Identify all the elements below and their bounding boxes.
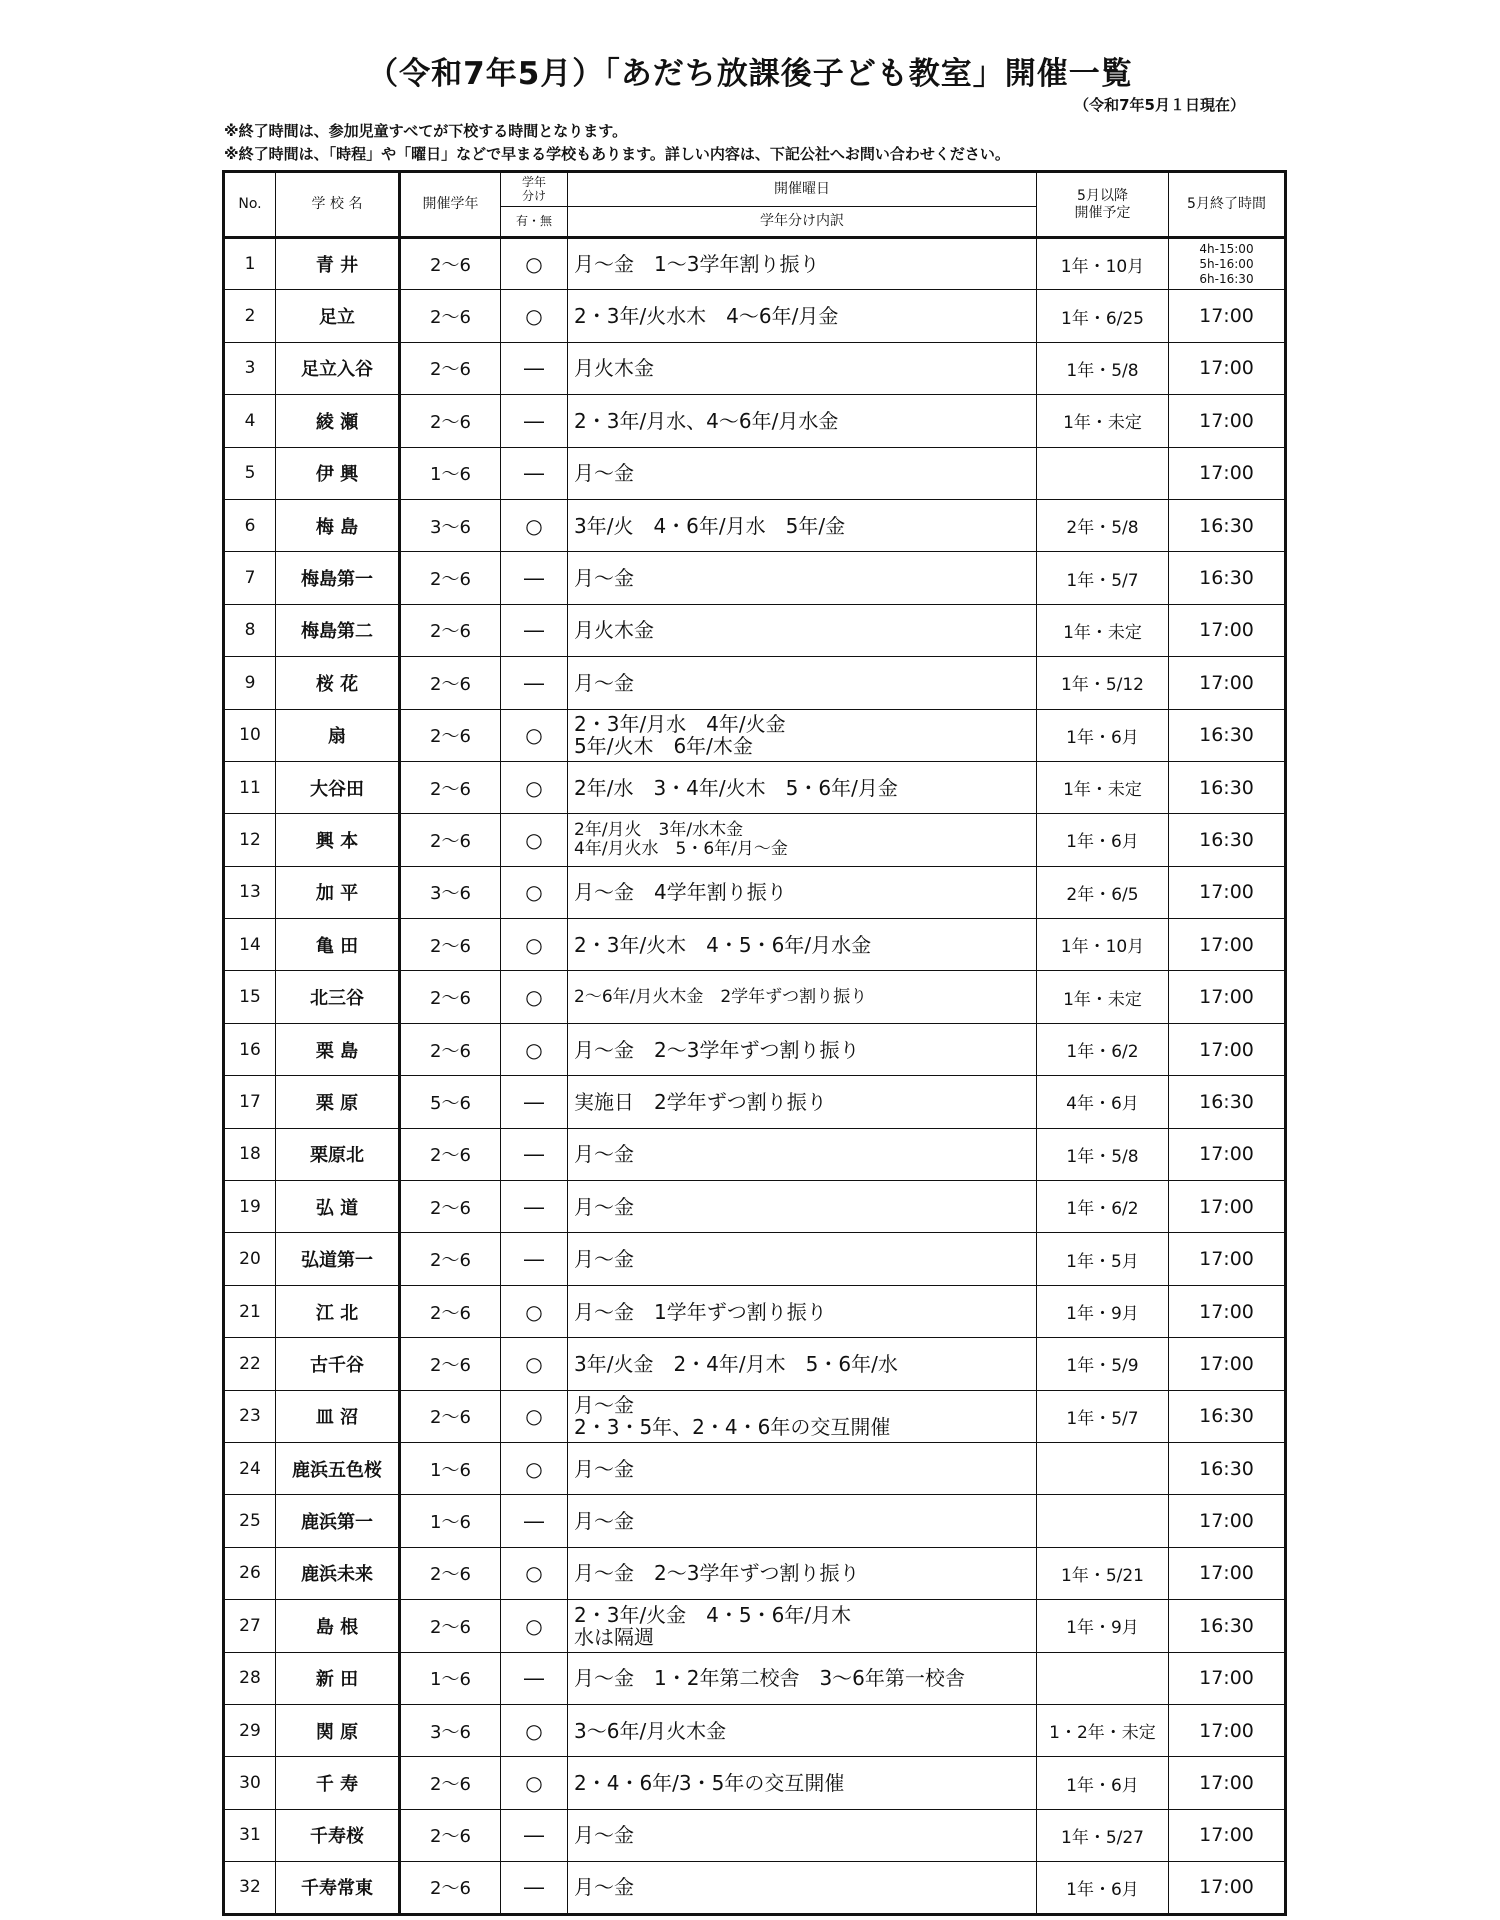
- row-days: 月～金: [568, 447, 1037, 499]
- row-no: 15: [224, 971, 276, 1023]
- row-no: 9: [224, 657, 276, 709]
- row-days: 月火木金: [568, 604, 1037, 656]
- row-plan: [1037, 1495, 1169, 1547]
- row-plan: 1年・5/27: [1037, 1809, 1169, 1861]
- row-grade-split: ○: [501, 1757, 568, 1809]
- row-plan: 1年・6月: [1037, 1862, 1169, 1914]
- row-end-time: 16:30: [1169, 499, 1286, 551]
- row-days-line: 水は隔週: [574, 1624, 654, 1649]
- row-school-name: 扇: [276, 709, 400, 761]
- row-end-time: 16:30: [1169, 1390, 1286, 1442]
- row-grades: 2～6: [400, 1233, 501, 1285]
- row-grades: 2～6: [400, 1390, 501, 1442]
- row-grade-split: ○: [501, 1600, 568, 1652]
- row-grade-split: ○: [501, 866, 568, 918]
- row-no: 11: [224, 761, 276, 813]
- table-row: [224, 1442, 1286, 1494]
- row-grades: 2～6: [400, 1128, 501, 1180]
- row-plan: 1年・5/8: [1037, 1128, 1169, 1180]
- table-row: [224, 1181, 1286, 1233]
- header-no: No.: [224, 172, 276, 238]
- table-row: [224, 1495, 1286, 1547]
- row-school-name: 梅島第二: [276, 604, 400, 656]
- row-grade-split: ○: [501, 1442, 568, 1494]
- table-row: [224, 1704, 1286, 1756]
- row-no: 7: [224, 552, 276, 604]
- row-no: 29: [224, 1704, 276, 1756]
- row-school-name: 島 根: [276, 1600, 400, 1652]
- row-end-time: 16:30: [1169, 1076, 1286, 1128]
- row-plan: 1年・未定: [1037, 971, 1169, 1023]
- row-grade-split: ―: [501, 604, 568, 656]
- row-plan: 1年・6/2: [1037, 1181, 1169, 1233]
- table-row: [224, 447, 1286, 499]
- header-end-time: 5月終了時間: [1169, 172, 1286, 238]
- row-school-name: 栗 島: [276, 1023, 400, 1075]
- header-split: 学年 分け: [501, 172, 568, 207]
- table-row: [224, 342, 1286, 394]
- table-row: [224, 1547, 1286, 1599]
- row-grade-split: ○: [501, 1338, 568, 1390]
- row-days: 月～金: [568, 1128, 1037, 1180]
- row-school-name: 桜 花: [276, 657, 400, 709]
- row-grade-split: ○: [501, 971, 568, 1023]
- row-days: 月～金: [568, 1181, 1037, 1233]
- row-days-line: 2・3年/火金 4・5・6年/月木: [574, 1602, 852, 1627]
- row-end-time: 17:00: [1169, 1023, 1286, 1075]
- row-days: [568, 1600, 1037, 1652]
- row-days: 2・3年/月水、4～6年/月水金: [568, 395, 1037, 447]
- row-no: 25: [224, 1495, 276, 1547]
- row-plan: 1年・5/12: [1037, 657, 1169, 709]
- row-school-name: 伊 興: [276, 447, 400, 499]
- row-school-name: 足立: [276, 290, 400, 342]
- row-plan: 1年・6月: [1037, 709, 1169, 761]
- row-plan: [1037, 1652, 1169, 1704]
- table-row: [224, 552, 1286, 604]
- row-days: 月～金 2～3学年ずつ割り振り: [568, 1023, 1037, 1075]
- row-days: 3年/火金 2・4年/月木 5・6年/水: [568, 1338, 1037, 1390]
- table-row: [224, 1757, 1286, 1809]
- row-days: 2～6年/月火木金 2学年ずつ割り振り: [568, 971, 1037, 1023]
- row-days: 月～金 4学年割り振り: [568, 866, 1037, 918]
- row-grades: 2～6: [400, 1023, 501, 1075]
- row-plan: 1年・9月: [1037, 1600, 1169, 1652]
- row-end-time-line: 5h-16:00: [1199, 256, 1254, 271]
- row-no: 24: [224, 1442, 276, 1494]
- row-end-time: 17:00: [1169, 1757, 1286, 1809]
- row-days: [568, 1390, 1037, 1442]
- row-plan: 1年・6/25: [1037, 290, 1169, 342]
- row-end-time: 17:00: [1169, 971, 1286, 1023]
- row-school-name: 栗原北: [276, 1128, 400, 1180]
- row-end-time: 16:30: [1169, 761, 1286, 813]
- row-school-name: 弘道第一: [276, 1233, 400, 1285]
- row-grades: 3～6: [400, 1704, 501, 1756]
- row-no: 16: [224, 1023, 276, 1075]
- row-grades: 2～6: [400, 1809, 501, 1861]
- row-grade-split: ―: [501, 552, 568, 604]
- row-grades: 2～6: [400, 1285, 501, 1337]
- table-row: [224, 238, 1286, 290]
- row-grades: 2～6: [400, 814, 501, 866]
- row-grade-split: ○: [501, 1704, 568, 1756]
- row-grades: 1～6: [400, 1495, 501, 1547]
- table-row: [224, 1652, 1286, 1704]
- row-grades: 5～6: [400, 1076, 501, 1128]
- row-school-name: 古千谷: [276, 1338, 400, 1390]
- row-grade-split: ―: [501, 1809, 568, 1861]
- row-grade-split: ○: [501, 1390, 568, 1442]
- row-no: 18: [224, 1128, 276, 1180]
- row-grades: 2～6: [400, 1547, 501, 1599]
- row-end-time: 17:00: [1169, 1809, 1286, 1861]
- row-days: 月～金: [568, 1862, 1037, 1914]
- row-grade-split: ○: [501, 1285, 568, 1337]
- page-title: （令和7年5月）「あだち放課後子ども教室」開催一覧: [367, 56, 1133, 92]
- row-plan: 1年・6月: [1037, 1757, 1169, 1809]
- table-row: [224, 1023, 1286, 1075]
- row-days: 実施日 2学年ずつ割り振り: [568, 1076, 1037, 1128]
- row-grades: 1～6: [400, 1652, 501, 1704]
- row-end-time: 16:30: [1169, 709, 1286, 761]
- row-grades: 3～6: [400, 499, 501, 551]
- table-row: [224, 657, 1286, 709]
- row-no: 4: [224, 395, 276, 447]
- row-plan: 1年・未定: [1037, 395, 1169, 447]
- header-days-sub: 学年分け内訳: [568, 207, 1037, 238]
- row-school-name: 皿 沼: [276, 1390, 400, 1442]
- row-grades: 2～6: [400, 761, 501, 813]
- row-grade-split: ―: [501, 447, 568, 499]
- row-school-name: 弘 道: [276, 1181, 400, 1233]
- row-days: 3～6年/月火木金: [568, 1704, 1037, 1756]
- row-days: 月～金 1・2年第二校舎 3～6年第一校舎: [568, 1652, 1037, 1704]
- row-plan: 2年・6/5: [1037, 866, 1169, 918]
- row-days: [568, 709, 1037, 761]
- row-no: 23: [224, 1390, 276, 1442]
- row-end-time: 17:00: [1169, 395, 1286, 447]
- row-days: 月～金: [568, 1233, 1037, 1285]
- row-grades: 2～6: [400, 238, 501, 290]
- row-days: 月～金 1学年ずつ割り振り: [568, 1285, 1037, 1337]
- row-no: 26: [224, 1547, 276, 1599]
- table-row: [224, 395, 1286, 447]
- row-days: 月～金: [568, 657, 1037, 709]
- row-days: 月火木金: [568, 342, 1037, 394]
- row-days-line: 2・3年/月水 4年/火金: [574, 712, 786, 737]
- row-days: 月～金: [568, 552, 1037, 604]
- row-end-time: 16:30: [1169, 1442, 1286, 1494]
- table-row: [224, 290, 1286, 342]
- row-no: 27: [224, 1600, 276, 1652]
- row-no: 10: [224, 709, 276, 761]
- row-no: 5: [224, 447, 276, 499]
- row-grade-split: ○: [501, 238, 568, 290]
- row-grades: 2～6: [400, 1862, 501, 1914]
- row-end-time-line: 4h-15:00: [1199, 241, 1254, 256]
- row-school-name: 新 田: [276, 1652, 400, 1704]
- row-grades: 2～6: [400, 604, 501, 656]
- row-no: 8: [224, 604, 276, 656]
- row-grade-split: ―: [501, 1233, 568, 1285]
- row-end-time: 17:00: [1169, 1652, 1286, 1704]
- row-school-name: 千寿常東: [276, 1862, 400, 1914]
- row-no: 6: [224, 499, 276, 551]
- row-days-line: 月～金: [574, 1393, 634, 1418]
- row-grade-split: ―: [501, 1652, 568, 1704]
- row-end-time: 17:00: [1169, 1862, 1286, 1914]
- row-school-name: 興 本: [276, 814, 400, 866]
- row-plan: 2年・5/8: [1037, 499, 1169, 551]
- row-school-name: 梅島第一: [276, 552, 400, 604]
- row-grade-split: ○: [501, 1023, 568, 1075]
- table-row: [224, 1076, 1286, 1128]
- row-school-name: 鹿浜第一: [276, 1495, 400, 1547]
- row-grade-split: ―: [501, 1181, 568, 1233]
- row-end-time: 17:00: [1169, 1285, 1286, 1337]
- row-end-time: 17:00: [1169, 1704, 1286, 1756]
- row-school-name: 関 原: [276, 1704, 400, 1756]
- row-grades: 1～6: [400, 447, 501, 499]
- table-row: [224, 1600, 1286, 1652]
- row-school-name: 足立入谷: [276, 342, 400, 394]
- row-no: 30: [224, 1757, 276, 1809]
- row-grades: 2～6: [400, 290, 501, 342]
- row-school-name: 鹿浜未来: [276, 1547, 400, 1599]
- row-plan: 1年・5/7: [1037, 1390, 1169, 1442]
- row-end-time: 17:00: [1169, 342, 1286, 394]
- row-school-name: 梅 島: [276, 499, 400, 551]
- row-days-line: 2年/月火 3年/水木金: [574, 820, 744, 841]
- table-row: [224, 499, 1286, 551]
- row-grade-split: ○: [501, 709, 568, 761]
- row-grades: 2～6: [400, 342, 501, 394]
- row-plan: 1年・未定: [1037, 761, 1169, 813]
- row-grades: 1～6: [400, 1442, 501, 1494]
- row-grades: 2～6: [400, 919, 501, 971]
- row-no: 17: [224, 1076, 276, 1128]
- row-no: 20: [224, 1233, 276, 1285]
- row-grade-split: ―: [501, 657, 568, 709]
- row-days-line: 5年/火木 6年/木金: [574, 734, 753, 759]
- row-grade-split: ○: [501, 1547, 568, 1599]
- as-of-date: （令和7年5月１日現在）: [1074, 96, 1245, 114]
- table-row: [224, 1338, 1286, 1390]
- row-grade-split: ―: [501, 1495, 568, 1547]
- row-end-time: 17:00: [1169, 447, 1286, 499]
- row-grade-split: ○: [501, 919, 568, 971]
- table-row: [224, 761, 1286, 813]
- row-school-name: 鹿浜五色桜: [276, 1442, 400, 1494]
- table-row: [224, 1128, 1286, 1180]
- row-end-time: 17:00: [1169, 1233, 1286, 1285]
- row-days-line: 4年/月火水 5・6年/月～金: [574, 838, 788, 859]
- row-end-time: 17:00: [1169, 866, 1286, 918]
- row-grades: 3～6: [400, 866, 501, 918]
- table-row: [224, 814, 1286, 866]
- row-grade-split: ―: [501, 1076, 568, 1128]
- row-end-time: 17:00: [1169, 1181, 1286, 1233]
- row-plan: 1年・5/8: [1037, 342, 1169, 394]
- row-end-time: 17:00: [1169, 1547, 1286, 1599]
- row-end-time: 17:00: [1169, 1338, 1286, 1390]
- row-plan: 1年・5月: [1037, 1233, 1169, 1285]
- row-grade-split: ―: [501, 1128, 568, 1180]
- row-grade-split: ○: [501, 761, 568, 813]
- row-no: 19: [224, 1181, 276, 1233]
- row-end-time: 17:00: [1169, 1128, 1286, 1180]
- row-days: 3年/火 4・6年/月水 5年/金: [568, 499, 1037, 551]
- row-days: 月～金: [568, 1809, 1037, 1861]
- row-school-name: 栗 原: [276, 1076, 400, 1128]
- row-no: 13: [224, 866, 276, 918]
- row-grades: 2～6: [400, 552, 501, 604]
- row-days: [568, 814, 1037, 866]
- row-school-name: 綾 瀬: [276, 395, 400, 447]
- row-grade-split: ○: [501, 499, 568, 551]
- row-plan: 1年・10月: [1037, 238, 1169, 290]
- row-grade-split: ○: [501, 814, 568, 866]
- row-grades: 2～6: [400, 709, 501, 761]
- row-grade-split: ―: [501, 342, 568, 394]
- row-school-name: 青 井: [276, 238, 400, 290]
- row-plan: 1年・6月: [1037, 814, 1169, 866]
- row-plan: 4年・6月: [1037, 1076, 1169, 1128]
- table-row: [224, 919, 1286, 971]
- row-grade-split: ―: [501, 395, 568, 447]
- row-school-name: 大谷田: [276, 761, 400, 813]
- row-days: 月～金: [568, 1495, 1037, 1547]
- row-no: 32: [224, 1862, 276, 1914]
- table-row: [224, 1862, 1286, 1914]
- row-plan: 1年・6/2: [1037, 1023, 1169, 1075]
- row-no: 2: [224, 290, 276, 342]
- row-grades: 2～6: [400, 395, 501, 447]
- row-grades: 2～6: [400, 1757, 501, 1809]
- row-school-name: 千 寿: [276, 1757, 400, 1809]
- row-end-time: [1169, 238, 1286, 290]
- note-schedule-variation: ※終了時間は、「時程」や「曜日」などで早まる学校もあります。詳しい内容は、下記公社へお問い合わせください。: [224, 145, 1010, 163]
- row-grades: 2～6: [400, 657, 501, 709]
- row-days: 月～金: [568, 1442, 1037, 1494]
- row-end-time: 16:30: [1169, 814, 1286, 866]
- row-no: 14: [224, 919, 276, 971]
- row-days: 2・3年/火水木 4～6年/月金: [568, 290, 1037, 342]
- row-no: 21: [224, 1285, 276, 1337]
- row-grade-split: ―: [501, 1862, 568, 1914]
- row-end-time: 16:30: [1169, 552, 1286, 604]
- row-end-time: 17:00: [1169, 657, 1286, 709]
- row-school-name: 江 北: [276, 1285, 400, 1337]
- row-end-time: 17:00: [1169, 919, 1286, 971]
- row-school-name: 亀 田: [276, 919, 400, 971]
- row-plan: 1年・5/7: [1037, 552, 1169, 604]
- row-end-time: 17:00: [1169, 1495, 1286, 1547]
- header-days: 開催曜日: [568, 172, 1037, 207]
- row-no: 28: [224, 1652, 276, 1704]
- row-days: 2・4・6年/3・5年の交互開催: [568, 1757, 1037, 1809]
- schedule-table: [222, 170, 1287, 1916]
- row-no: 22: [224, 1338, 276, 1390]
- header-school: 学 校 名: [276, 172, 400, 238]
- row-days: 2年/水 3・4年/火木 5・6年/月金: [568, 761, 1037, 813]
- row-end-time: 16:30: [1169, 1600, 1286, 1652]
- row-plan: [1037, 447, 1169, 499]
- row-days: 2・3年/火木 4・5・6年/月水金: [568, 919, 1037, 971]
- row-end-time: 17:00: [1169, 604, 1286, 656]
- header-split-sub: 有・無: [501, 207, 568, 238]
- row-grades: 2～6: [400, 1600, 501, 1652]
- row-plan: 1年・未定: [1037, 604, 1169, 656]
- row-grades: 2～6: [400, 1181, 501, 1233]
- header-grades: 開催学年: [400, 172, 501, 238]
- row-grades: 2～6: [400, 1338, 501, 1390]
- row-no: 1: [224, 238, 276, 290]
- row-end-time: 17:00: [1169, 290, 1286, 342]
- row-no: 12: [224, 814, 276, 866]
- table-row: [224, 971, 1286, 1023]
- header-plan: 5月以降 開催予定: [1037, 172, 1169, 238]
- row-days: 月～金 2～3学年ずつ割り振り: [568, 1547, 1037, 1599]
- row-school-name: 千寿桜: [276, 1809, 400, 1861]
- row-plan: 1年・9月: [1037, 1285, 1169, 1337]
- table-row: [224, 709, 1286, 761]
- row-school-name: 北三谷: [276, 971, 400, 1023]
- row-school-name: 加 平: [276, 866, 400, 918]
- row-plan: 1年・5/21: [1037, 1547, 1169, 1599]
- row-no: 31: [224, 1809, 276, 1861]
- table-row: [224, 1390, 1286, 1442]
- table-row: [224, 1809, 1286, 1861]
- row-plan: [1037, 1442, 1169, 1494]
- row-plan: 1年・5/9: [1037, 1338, 1169, 1390]
- table-row: [224, 866, 1286, 918]
- row-days-line: 2・3・5年、2・4・6年の交互開催: [574, 1415, 891, 1440]
- row-end-time-line: 6h-16:30: [1199, 271, 1254, 286]
- row-plan: 1年・10月: [1037, 919, 1169, 971]
- table-row: [224, 1285, 1286, 1337]
- row-grades: 2～6: [400, 971, 501, 1023]
- row-grade-split: ○: [501, 290, 568, 342]
- row-no: 3: [224, 342, 276, 394]
- note-end-time: ※終了時間は、参加児童すべてが下校する時間となります。: [224, 122, 628, 140]
- row-plan: 1・2年・未定: [1037, 1704, 1169, 1756]
- row-days: 月～金 1～3学年割り振り: [568, 238, 1037, 290]
- table-row: [224, 1233, 1286, 1285]
- table-row: [224, 604, 1286, 656]
